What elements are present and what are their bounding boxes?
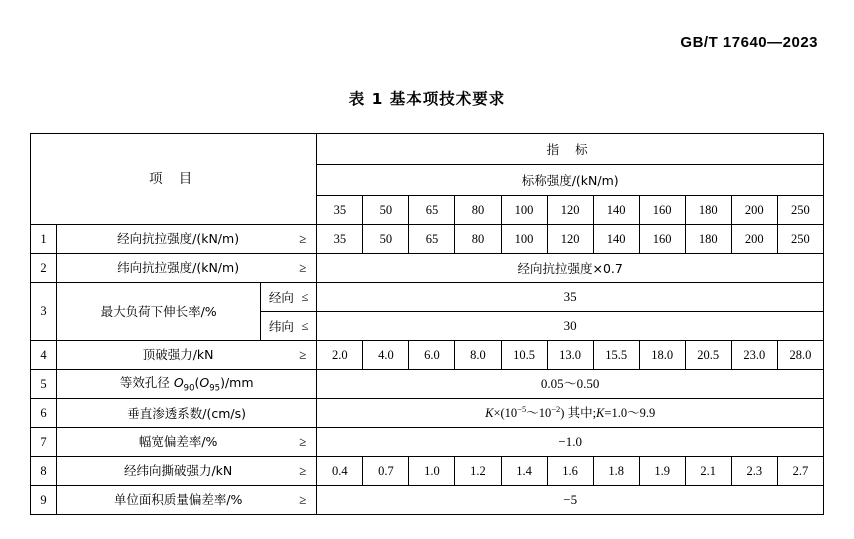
row-no: 6 [31, 399, 57, 428]
row-item [57, 283, 261, 341]
row-subitem-label: 经向 [268, 289, 294, 305]
row-no: 9 [31, 486, 57, 515]
row-item [57, 370, 317, 399]
row-value: 1.4 [501, 457, 547, 486]
table-row [31, 283, 824, 312]
row-value: 35 [317, 225, 363, 254]
row-item [57, 225, 317, 254]
row-merged-value: 30 [317, 312, 824, 341]
row-value: 80 [455, 225, 501, 254]
table-row [31, 428, 824, 457]
item-header-cell [31, 134, 317, 225]
strength-col-6: 140 [593, 196, 639, 225]
row-value: 0.4 [317, 457, 363, 486]
row-value: 1.2 [455, 457, 501, 486]
row-merged-value: 35 [317, 283, 824, 312]
table-row [31, 225, 824, 254]
row-value: 2.1 [685, 457, 731, 486]
item-header-label: 项 目 [149, 170, 199, 187]
strength-col-3: 80 [455, 196, 501, 225]
row-no: 2 [31, 254, 57, 283]
row-value: 0.7 [363, 457, 409, 486]
row-merged-value: 0.05～0.50 [317, 370, 824, 399]
row-item-label: 垂直渗透系数/(cm/s) [127, 405, 247, 421]
row-item-label: 顶破强力/kN [142, 347, 214, 363]
row-item-label: 最大负荷下伸长率/% [100, 304, 217, 319]
row-item [57, 341, 317, 370]
row-value: 200 [731, 225, 777, 254]
row-value: 23.0 [731, 341, 777, 370]
row-value: 100 [501, 225, 547, 254]
row-item-label: 单位面积质量偏差率/% [113, 492, 243, 508]
row-no: 5 [31, 370, 57, 399]
strength-col-10: 250 [777, 196, 823, 225]
row-item-label: 纬向抗拉强度/(kN/m) [117, 260, 240, 276]
row-subitem [261, 283, 317, 312]
row-value: 6.0 [409, 341, 455, 370]
strength-col-0: 35 [317, 196, 363, 225]
row-value: 20.5 [685, 341, 731, 370]
row-item [57, 399, 317, 428]
row-value: 4.0 [363, 341, 409, 370]
row-subitem [261, 312, 317, 341]
row-merged-value: −5 [317, 486, 824, 515]
nominal-strength-label: 标称强度/(kN/m) [317, 165, 824, 196]
strength-col-7: 160 [639, 196, 685, 225]
row-value: 65 [409, 225, 455, 254]
table-row [31, 370, 824, 399]
row-value: 140 [593, 225, 639, 254]
row-value: 10.5 [501, 341, 547, 370]
strength-col-2: 65 [409, 196, 455, 225]
row-no: 3 [31, 283, 57, 341]
row-subitem-label: 纬向 [268, 318, 294, 334]
row-value: 2.3 [731, 457, 777, 486]
table-header-row-index [31, 134, 824, 165]
row-item [57, 428, 317, 457]
strength-col-8: 180 [685, 196, 731, 225]
row-value: 250 [777, 225, 823, 254]
row-merged-value: 经向抗拉强度×0.7 [317, 254, 824, 283]
row-value: 1.0 [409, 457, 455, 486]
table-row [31, 457, 824, 486]
row-item [57, 457, 317, 486]
standard-number-header: GB/T 17640—2023 [680, 34, 818, 51]
row-merged-value: $K\times(10^{-5}\sim 10^{-2})$ 其中;K=1.0～9.9 [317, 399, 824, 428]
row-no: 1 [31, 225, 57, 254]
row-value: 18.0 [639, 341, 685, 370]
row-symbol: ≥ [299, 434, 307, 450]
row-no: 8 [31, 457, 57, 486]
row-no: 4 [31, 341, 57, 370]
row-subitem-symbol: ≤ [301, 318, 309, 333]
row-value: 1.8 [593, 457, 639, 486]
row-symbol: ≥ [299, 231, 307, 247]
row-value: 28.0 [777, 341, 823, 370]
row-symbol: ≥ [299, 260, 307, 276]
table-row [31, 254, 824, 283]
row-value: 15.5 [593, 341, 639, 370]
row-merged-value: −1.0 [317, 428, 824, 457]
row-value: 2.0 [317, 341, 363, 370]
row-value: 2.7 [777, 457, 823, 486]
table-row [31, 399, 824, 428]
row-item-label: 等效孔径 $O_{90}(O_{95})/mm$ [119, 374, 254, 394]
row-value: 180 [685, 225, 731, 254]
row-value: 50 [363, 225, 409, 254]
table-caption: 表 1 基本项技术要求 [348, 90, 506, 108]
row-value: 1.9 [639, 457, 685, 486]
row-value: 120 [547, 225, 593, 254]
row-item [57, 486, 317, 515]
row-symbol: ≥ [299, 463, 307, 479]
row-subitem-symbol: ≤ [301, 289, 309, 304]
table-row [31, 341, 824, 370]
row-no: 7 [31, 428, 57, 457]
row-value: 1.6 [547, 457, 593, 486]
row-value: 13.0 [547, 341, 593, 370]
technical-requirements-table [30, 133, 824, 515]
strength-col-5: 120 [547, 196, 593, 225]
strength-col-1: 50 [363, 196, 409, 225]
index-header-label: 指 标 [317, 134, 824, 165]
strength-col-9: 200 [731, 196, 777, 225]
row-value: 8.0 [455, 341, 501, 370]
table-row [31, 486, 824, 515]
row-value: 160 [639, 225, 685, 254]
row-item-label: 经向抗拉强度/(kN/m) [117, 231, 240, 247]
row-item [57, 254, 317, 283]
strength-col-4: 100 [501, 196, 547, 225]
row-item-label: 经纬向撕破强力/kN [123, 463, 233, 479]
row-symbol: ≥ [299, 492, 307, 508]
row-item-label: 幅宽偏差率/% [138, 434, 218, 450]
row-symbol: ≥ [299, 347, 307, 363]
